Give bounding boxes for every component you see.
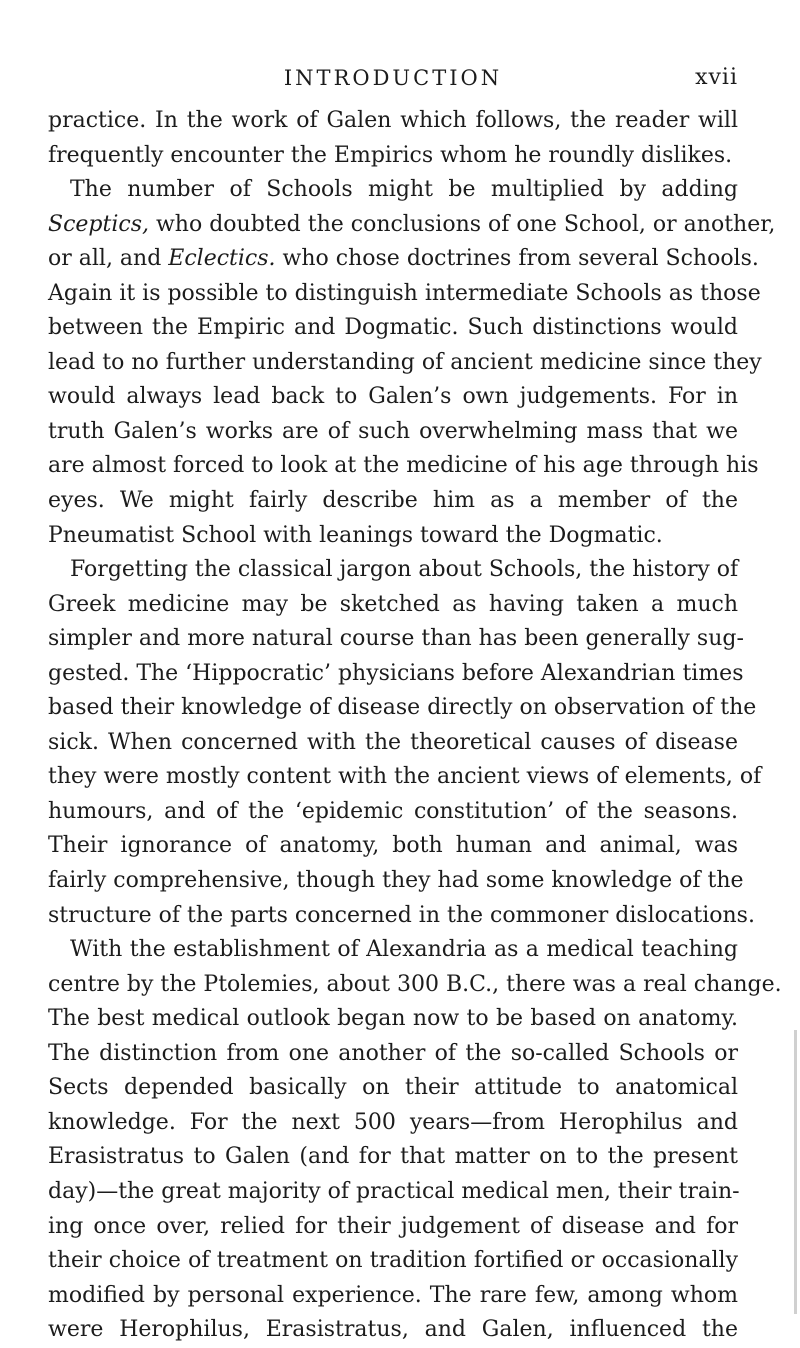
- text-line: would always lead back to Galen’s own judgements. For in: [48, 384, 738, 410]
- text-line: were Herophilus, Erasistratus, and Galen, influenced the: [48, 1317, 738, 1343]
- text-line: ing once over, relied for their judgement of disease and for: [48, 1213, 738, 1239]
- text-line: humours, and of the ‘epidemic constitution’ of the seasons.: [48, 798, 738, 824]
- text-line: centre by the Ptolemies, about 300 B.C., there was a real change.: [48, 971, 782, 997]
- text-line: day)—the great majority of practical medical men, their train‑: [48, 1178, 740, 1204]
- text-line: are almost forced to look at the medicine of his age through his: [48, 453, 759, 479]
- page-edge-shadow: [794, 1030, 797, 1314]
- text-run: who doubted the conclusions of one School, or another,: [148, 211, 776, 237]
- text-line: Greek medicine may be sketched as having taken a much: [48, 591, 738, 617]
- text-line: they were mostly content with the ancient views of elements, of: [48, 764, 762, 790]
- text-line: The number of Schools might be multiplied by adding: [70, 177, 738, 203]
- text-line: modified by personal experience. The rare few, among whom: [48, 1282, 738, 1308]
- text-line: structure of the parts concerned in the commoner dislocations.: [48, 902, 755, 928]
- italic-term: Eclectics.: [168, 246, 276, 272]
- running-head: [48, 60, 738, 96]
- text-line: With the establishment of Alexandria as a medical teaching: [70, 937, 738, 963]
- text-line: Pneumatist School with leanings toward the Dogmatic.: [48, 522, 663, 548]
- text-line: based their knowledge of disease directly on observation of the: [48, 695, 757, 721]
- text-line: The best medical outlook began now to be based on anatomy.: [48, 1006, 738, 1032]
- text-line: lead to no further understanding of ancient medicine since they: [48, 349, 762, 375]
- text-line: gested. The ‘Hippocratic’ physicians before Alexandrian times: [48, 660, 744, 686]
- text-line: The distinction from one another of the so‑called Schools or: [48, 1040, 738, 1066]
- body-text: [48, 104, 782, 1348]
- text-line: their choice of treatment on tradition fortified or occasionally: [48, 1248, 738, 1274]
- text-line: Again it is possible to distinguish intermediate Schools as those: [48, 280, 761, 306]
- text-line: [48, 242, 759, 277]
- text-line: frequently encounter the Empirics whom he roundly dislikes.: [48, 142, 733, 168]
- text-line: knowledge. For the next 500 years—from Herophilus and: [48, 1109, 738, 1135]
- text-line: truth Galen’s works are of such overwhelming mass that we: [48, 418, 738, 444]
- text-line: eyes. We might fairly describe him as a member of the: [48, 488, 738, 514]
- text-line: simpler and more natural course than has been generally sug‑: [48, 626, 744, 652]
- text-line: Erasistratus to Galen (and for that matter on to the present: [48, 1144, 738, 1170]
- text-line: Forgetting the classical jargon about Schools, the history of: [70, 557, 739, 583]
- running-title: INTRODUCTION: [283, 66, 503, 90]
- text-run: or all, and: [48, 246, 169, 272]
- text-line: Their ignorance of anatomy, both human and animal, was: [48, 833, 738, 859]
- text-line: Sects depended basically on their attitude to anatomical: [48, 1075, 738, 1101]
- text-line: between the Empiric and Dogmatic. Such distinctions would: [48, 315, 738, 341]
- text-line: practice. In the work of Galen which follows, the reader will: [48, 108, 738, 133]
- italic-term: Sceptics,: [48, 211, 149, 237]
- text-run: who chose doctrines from several Schools.: [275, 246, 759, 272]
- text-line: [48, 208, 776, 243]
- page-number: xvii: [695, 65, 738, 90]
- text-line: sick. When concerned with the theoretical causes of disease: [48, 729, 738, 755]
- text-line: fairly comprehensive, though they had some knowledge of the: [48, 868, 744, 894]
